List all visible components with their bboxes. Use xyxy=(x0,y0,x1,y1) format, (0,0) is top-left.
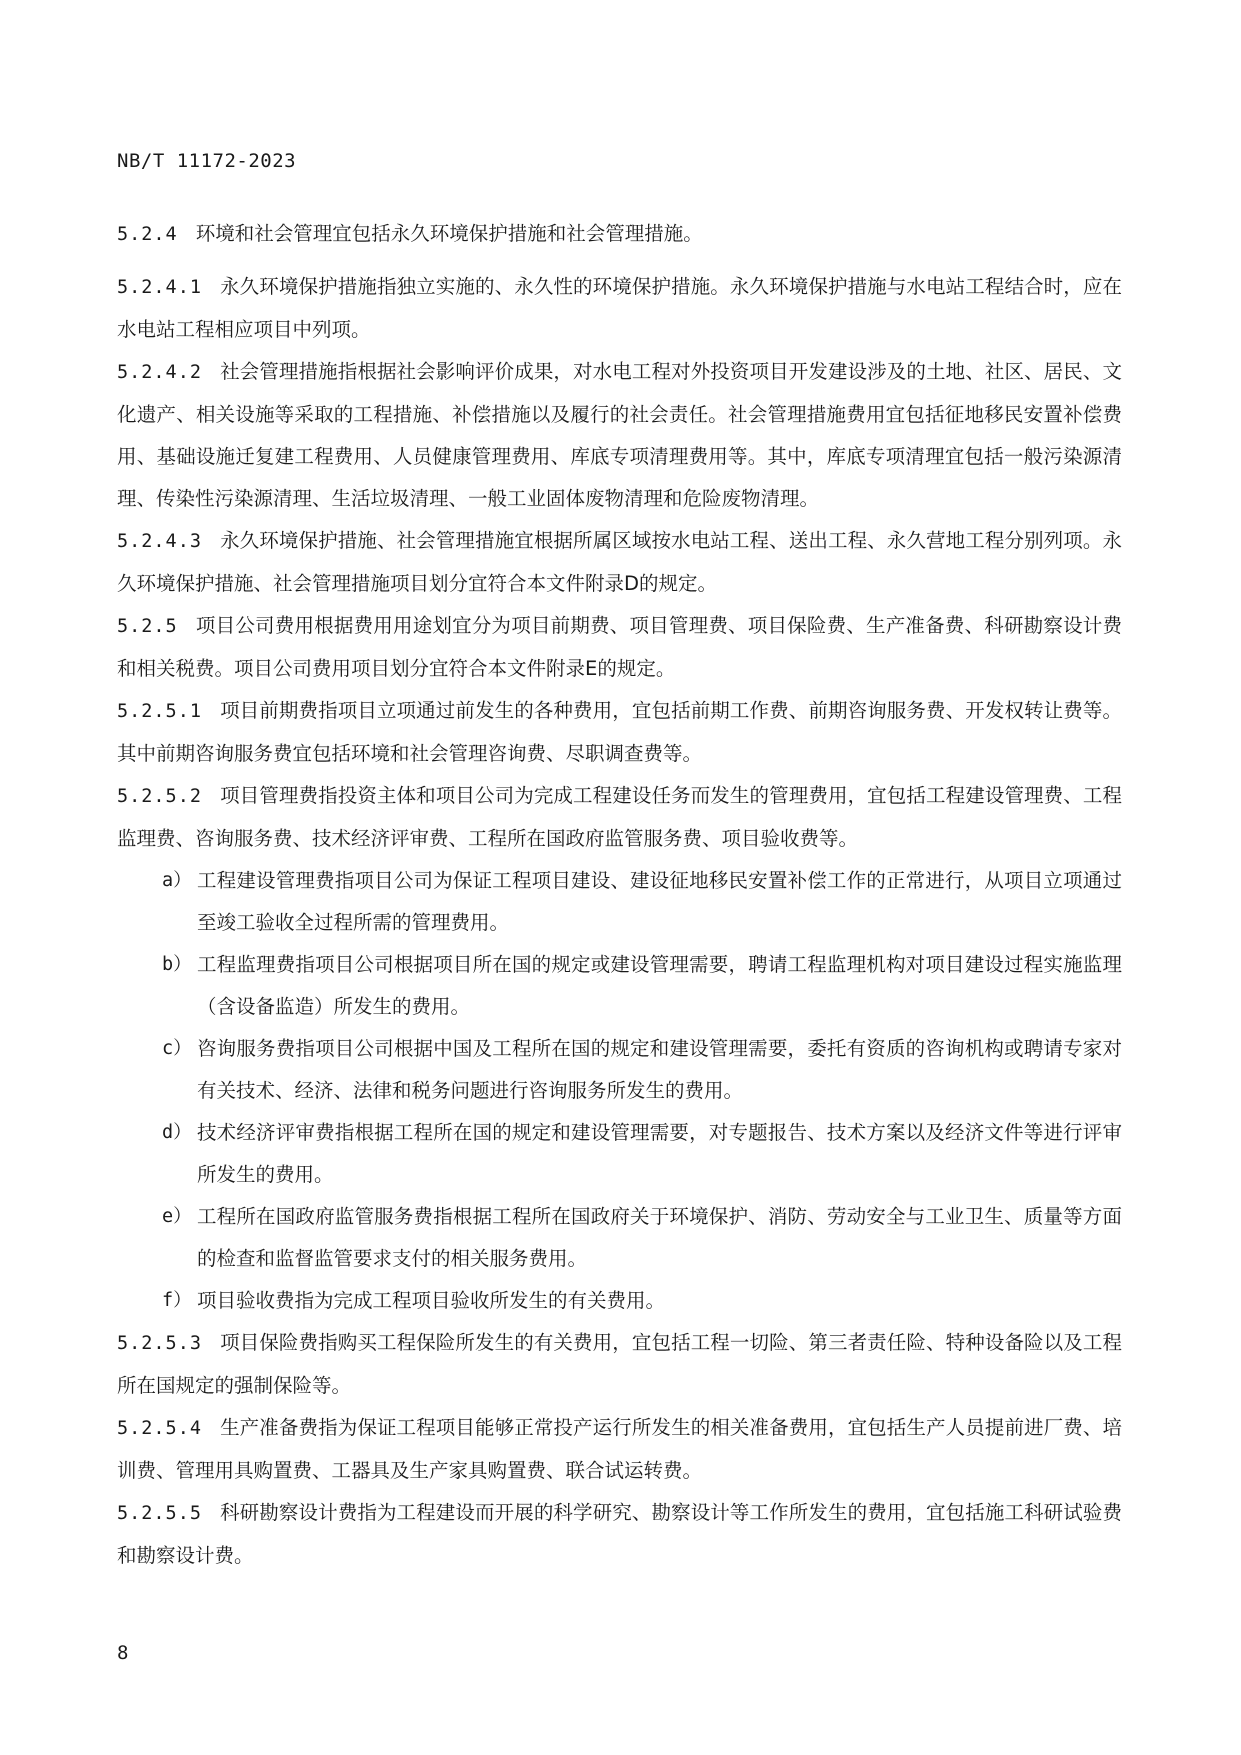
clause-number: 5.2.4.3 xyxy=(117,531,202,552)
list-item-f xyxy=(117,1280,1122,1322)
clause-number: 5.2.5.2 xyxy=(117,786,202,807)
clause-number: 5.2.4.2 xyxy=(117,362,202,383)
clause-text: 项目公司费用根据费用用途划宜分为项目前期费、项目管理费、项目保险费、生产准备费、科研勘察设计费和相关税费。项目公司费用项目划分宜符合本文件附录E的规定。 xyxy=(117,614,1122,680)
clause-text: 项目前期费指项目立项通过前发生的各种费用，宜包括前期工作费、前期咨询服务费、开发权转让费等。其中前期咨询服务费宜包括环境和社会管理咨询费、尽职调查费等。 xyxy=(117,699,1122,765)
page-content xyxy=(117,213,1122,1577)
clause-5-2-5-3 xyxy=(117,1322,1122,1407)
list-item-c xyxy=(117,1028,1122,1112)
list-item-d xyxy=(117,1112,1122,1196)
list-marker: e） xyxy=(162,1206,192,1227)
clause-text: 项目保险费指购买工程保险所发生的有关费用，宜包括工程一切险、第三者责任险、特种设备险以及工程所在国规定的强制保险等。 xyxy=(117,1331,1122,1397)
list-item-text: 技术经济评审费指根据工程所在国的规定和建设管理需要，对专题报告、技术方案以及经济文件等进行评审所发生的费用。 xyxy=(197,1121,1122,1186)
list-marker: a） xyxy=(162,870,192,891)
clause-text: 科研勘察设计费指为工程建设而开展的科学研究、勘察设计等工作所发生的费用，宜包括施工科研试验费和勘察设计费。 xyxy=(117,1501,1122,1567)
clause-5-2-4-1 xyxy=(117,266,1122,351)
clause-5-2-5-2 xyxy=(117,775,1122,860)
clause-text: 生产准备费指为保证工程项目能够正常投产运行所发生的相关准备费用，宜包括生产人员提前进厂费、培训费、管理用具购置费、工器具及生产家具购置费、联合试运转费。 xyxy=(117,1416,1122,1482)
clause-5-2-5-1 xyxy=(117,690,1122,775)
list-item-text: 工程监理费指项目公司根据项目所在国的规定或建设管理需要，聘请工程监理机构对项目建设过程实施监理（含设备监造）所发生的费用。 xyxy=(197,953,1122,1018)
clause-number: 5.2.4.1 xyxy=(117,277,202,298)
list-marker: d） xyxy=(162,1122,192,1143)
clause-number: 5.2.4 xyxy=(117,224,178,245)
list-marker: c） xyxy=(162,1038,192,1059)
clause-number: 5.2.5.5 xyxy=(117,1503,202,1524)
clause-text: 永久环境保护措施、社会管理措施宜根据所属区域按水电站工程、送出工程、永久营地工程分别列项。永久环境保护措施、社会管理措施项目划分宜符合本文件附录D的规定。 xyxy=(117,529,1122,595)
clause-5-2-5 xyxy=(117,605,1122,690)
clause-5-2-5-5 xyxy=(117,1492,1122,1577)
clause-text: 社会管理措施指根据社会影响评价成果，对水电工程对外投资项目开发建设涉及的土地、社区、居民、文化遗产、相关设施等采取的工程措施、补偿措施以及履行的社会责任。社会管理措施费用宜包括征地移民安置补偿费用、基础设施迁复建工程费用、人员健康管理费用、库底专项清理费用等。其中，库底专项清理宜包括一般污染源清理、传染性污染源清理、生活垃圾清理、一般工业固体废物清理和危险废物清理。 xyxy=(117,360,1122,510)
list-item-text: 咨询服务费指项目公司根据中国及工程所在国的规定和建设管理需要，委托有资质的咨询机构或聘请专家对有关技术、经济、法律和税务问题进行咨询服务所发生的费用。 xyxy=(197,1037,1122,1102)
clause-5-2-5-4 xyxy=(117,1407,1122,1492)
list-marker: b） xyxy=(162,954,192,975)
list-item-text: 工程所在国政府监管服务费指根据工程所在国政府关于环境保护、消防、劳动安全与工业卫生、质量等方面的检查和监督监管要求支付的相关服务费用。 xyxy=(197,1205,1122,1270)
clause-number: 5.2.5.1 xyxy=(117,701,202,722)
page-number: 8 xyxy=(117,1642,129,1664)
list-item-text: 项目验收费指为完成工程项目验收所发生的有关费用。 xyxy=(197,1289,666,1312)
standard-code: NB/T 11172-2023 xyxy=(117,150,297,172)
clause-5-2-4-2 xyxy=(117,351,1122,520)
list-item-text: 工程建设管理费指项目公司为保证工程项目建设、建设征地移民安置补偿工作的正常进行，从项目立项通过至竣工验收全过程所需的管理费用。 xyxy=(197,869,1122,934)
clause-number: 5.2.5.3 xyxy=(117,1333,202,1354)
list-item-e xyxy=(117,1196,1122,1280)
list-item-a xyxy=(117,860,1122,944)
list-item-b xyxy=(117,944,1122,1028)
clause-number: 5.2.5 xyxy=(117,616,178,637)
clause-5-2-4 xyxy=(117,213,1122,256)
clause-text: 永久环境保护措施指独立实施的、永久性的环境保护措施。永久环境保护措施与水电站工程结合时，应在水电站工程相应项目中列项。 xyxy=(117,275,1122,341)
clause-number: 5.2.5.4 xyxy=(117,1418,202,1439)
list-marker: f） xyxy=(162,1290,192,1311)
clause-5-2-4-3 xyxy=(117,520,1122,605)
clause-text: 项目管理费指投资主体和项目公司为完成工程建设任务而发生的管理费用，宜包括工程建设管理费、工程监理费、咨询服务费、技术经济评审费、工程所在国政府监管服务费、项目验收费等。 xyxy=(117,784,1122,850)
clause-text: 环境和社会管理宜包括永久环境保护措施和社会管理措施。 xyxy=(195,222,703,245)
